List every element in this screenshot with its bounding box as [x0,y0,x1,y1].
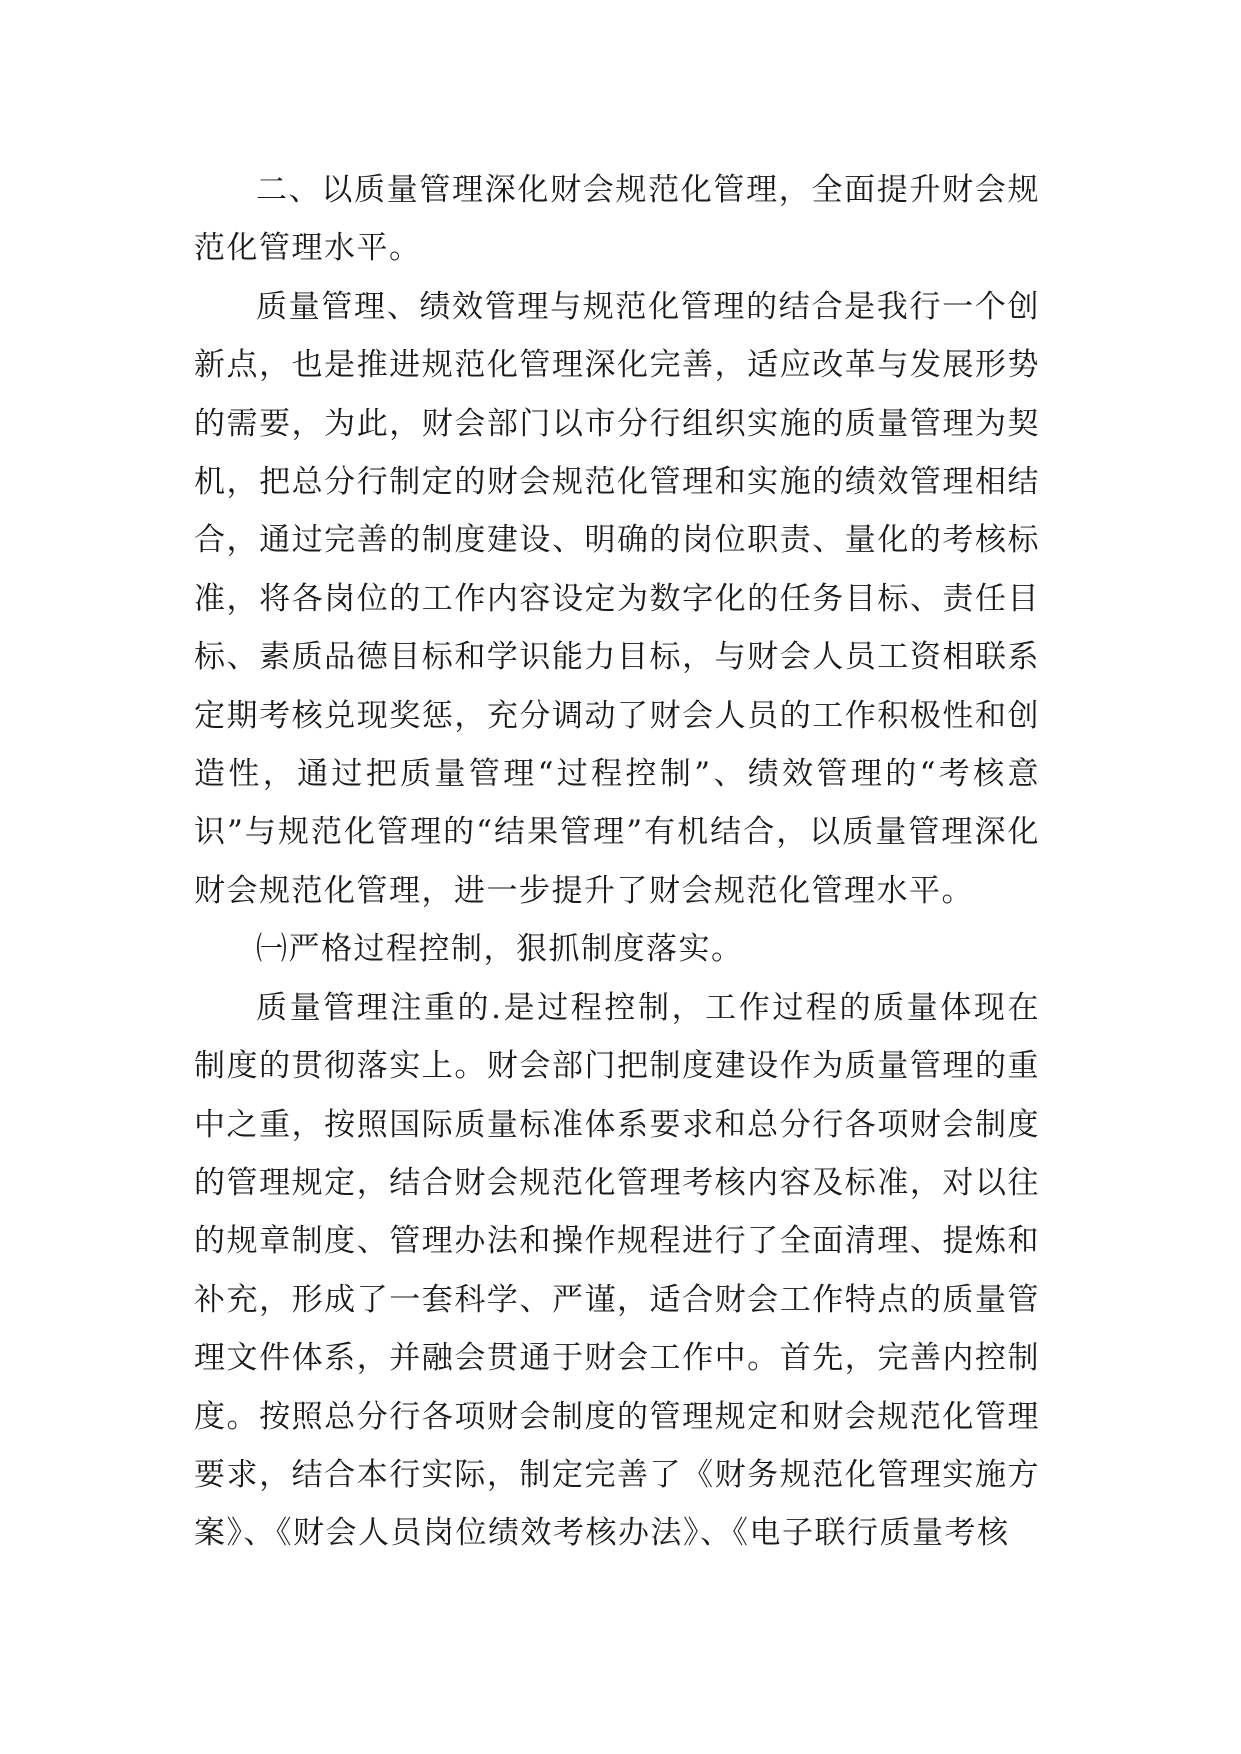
document-body [194,161,1040,1563]
section-heading: 二、以质量管理深化财会规范化管理，全面提升财会规范化管理水平。 [194,172,1040,267]
body-paragraph: 质量管理注重的.是过程控制，工作过程的质量体现在制度的贯彻落实上。财会部门把制度建设作为质量管理的重中之重，按照国际质量标准体系要求和总分行各项财会制度的管理规定，结合财会规范化管理考核内容及标准，对以往的规章制度、管理办法和操作规程进行了全面清理、提炼和补充，形成了一套科学、严谨，适合财会工作特点的质量管理文件体系，并融会贯通于财会工作中。首先，完善内控制度。按照总分行各项财会制度的管理规定和财会规范化管理要求，结合本行实际，制定完善了《财务规范化管理实施方案》、《财会人员岗位绩效考核办法》、《电子联行质量考核 [194,989,1040,1552]
body-paragraph: 质量管理、绩效管理与规范化管理的结合是我行一个创新点，也是推进规范化管理深化完善，适应改革与发展形势的需要，为此，财会部门以市分行组织实施的质量管理为契机，把总分行制定的财会规范化管理和实施的绩效管理相结合，通过完善的制度建设、明确的岗位职责、量化的考核标准，将各岗位的工作内容设定为数字化的任务目标、责任目标、素质品德目标和学识能力目标，与财会人员工资相联系定期考核兑现奖惩，充分调动了财会人员的工作积极性和创造性，通过把质量管理“过程控制”、绩效管理的“考核意识”与规范化管理的“结果管理”有机结合，以质量管理深化财会规范化管理，进一步提升了财会规范化管理水平。 [194,288,1040,909]
subsection-heading: ㈠严格过程控制，狠抓制度落实。 [256,931,744,968]
